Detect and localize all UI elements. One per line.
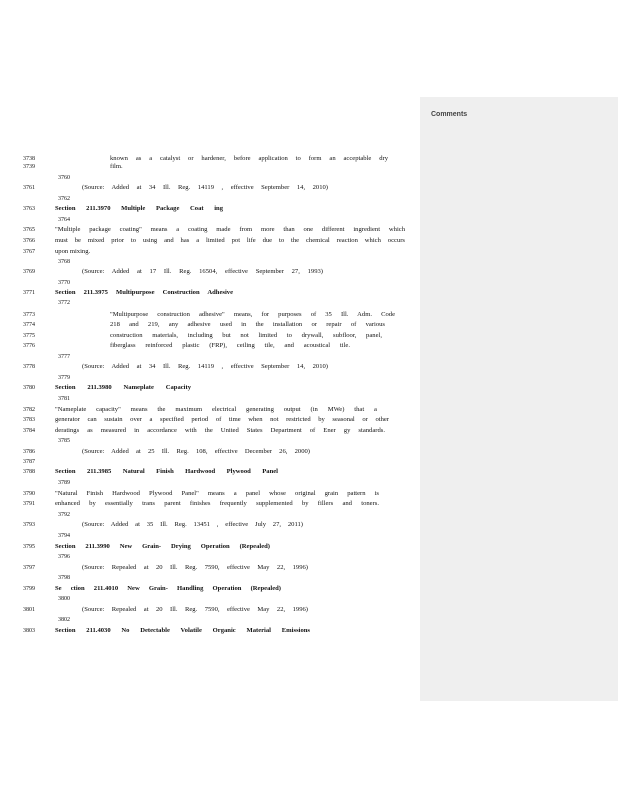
line-number: 3782 xyxy=(23,407,35,413)
body-text-line: (Source: Added at 35 Ill. Reg. 13451 , effective July 27, 2011) xyxy=(82,521,303,528)
line-number: 3738 xyxy=(23,156,35,162)
section-heading: Section 211.3985 Natural Finish Hardwood Plywood Panel xyxy=(55,468,278,475)
line-number: 3769 xyxy=(23,269,35,275)
section-heading: Section 211.3970 Multiple Package Coat ing xyxy=(55,205,223,212)
body-text-line: (Source: Added at 25 Ill. Reg. 108, effective December 26, 2000) xyxy=(82,448,310,455)
line-number: 3766 xyxy=(23,238,35,244)
body-text-line: (Source: Added at 34 Ill. Reg. 14119 , effective September 14, 2010) xyxy=(82,184,328,191)
line-number: 3787 xyxy=(23,459,35,465)
line-number: 3799 xyxy=(23,586,35,592)
line-number: 3774 xyxy=(23,322,35,328)
line-number: 3803 xyxy=(23,628,35,634)
line-number: 3761 xyxy=(23,185,35,191)
body-text-line: (Source: Added at 17 Ill. Reg. 16504, effective September 27, 1993) xyxy=(82,268,323,275)
line-number: 3793 xyxy=(23,522,35,528)
line-number: 3760 xyxy=(58,175,70,181)
section-heading: Section 211.3975 Multipurpose Construction Adhesive xyxy=(55,289,233,296)
line-number: 3785 xyxy=(58,438,70,444)
line-number: 3792 xyxy=(58,512,70,518)
line-number: 3780 xyxy=(23,385,35,391)
line-number: 3765 xyxy=(23,227,35,233)
line-number: 3763 xyxy=(23,206,35,212)
line-number: 3797 xyxy=(23,565,35,571)
line-number: 3786 xyxy=(23,449,35,455)
line-number: 3789 xyxy=(58,480,70,486)
line-number: 3784 xyxy=(23,428,35,434)
body-text-line: known as a catalyst or hardener, before application to form an acceptable dry xyxy=(110,155,388,162)
section-heading: Section 211.3980 Nameplate Capacity xyxy=(55,384,191,391)
line-number: 3767 xyxy=(23,249,35,255)
body-text-line: deratings as measured in accordance with the United States Department of Ener gy standards. xyxy=(55,427,385,434)
line-number: 3791 xyxy=(23,501,35,507)
line-number: 3788 xyxy=(23,469,35,475)
line-number: 3768 xyxy=(58,259,70,265)
line-number: 3777 xyxy=(58,354,70,360)
body-text-line: fiberglass reinforced plastic (FRP), ceiling tile, and acoustical tile. xyxy=(110,342,350,349)
body-text-line: (Source: Repealed at 20 Ill. Reg. 7590, effective May 22, 1996) xyxy=(82,564,308,571)
line-number: 3794 xyxy=(58,533,70,539)
line-number: 3800 xyxy=(58,596,70,602)
body-text-line: enhanced by essentially trans parent finishes frequently supplemented by fillers and toners. xyxy=(55,500,379,507)
line-number: 3795 xyxy=(23,544,35,550)
body-text-line: "Natural Finish Hardwood Plywood Panel" means a panel whose original grain pattern is xyxy=(55,490,379,497)
section-heading: Se ction 211.4010 New Grain- Handling Operation (Repealed) xyxy=(55,585,281,592)
line-number: 3796 xyxy=(58,554,70,560)
body-text-line: must be mixed prior to using and has a limited pot life due to the chemical reaction which occurs xyxy=(55,237,405,244)
line-number: 3798 xyxy=(58,575,70,581)
line-number: 3779 xyxy=(58,375,70,381)
line-number: 3771 xyxy=(23,290,35,296)
line-number: 3775 xyxy=(23,333,35,339)
line-number: 3773 xyxy=(23,312,35,318)
comments-title: Comments xyxy=(431,111,468,118)
line-number: 3764 xyxy=(58,217,70,223)
body-text-line: "Nameplate capacity" means the maximum electrical generating output (in MWe) that a xyxy=(55,406,377,413)
line-number: 3770 xyxy=(58,280,70,286)
section-heading: Section 211.3990 New Grain- Drying Operation (Repealed) xyxy=(55,543,270,550)
line-number: 3801 xyxy=(23,607,35,613)
body-text-line: "Multipurpose construction adhesive" means, for purposes of 35 Ill. Adm. Code xyxy=(110,311,395,318)
line-number: 3781 xyxy=(58,396,70,402)
line-number: 3739 xyxy=(23,164,35,170)
line-number: 3778 xyxy=(23,364,35,370)
body-text-line: 218 and 219, any adhesive used in the installation or repair of various xyxy=(110,321,385,328)
line-number: 3762 xyxy=(58,196,70,202)
body-text-line: construction materials, including but not limited to drywall, subfloor, panel, xyxy=(110,332,382,339)
line-number: 3783 xyxy=(23,417,35,423)
line-number: 3790 xyxy=(23,491,35,497)
body-text-line: film. xyxy=(110,163,123,170)
body-text-line: "Multiple package coating" means a coating made from more than one different ingredient which xyxy=(55,226,405,233)
body-text-line: generator can sustain over a specified period of time when not restricted by seasonal or other xyxy=(55,416,389,423)
body-text-line: (Source: Repealed at 20 Ill. Reg. 7590, effective May 22, 1996) xyxy=(82,606,308,613)
comments-pane[interactable] xyxy=(420,97,618,701)
line-number: 3776 xyxy=(23,343,35,349)
body-text-line: (Source: Added at 34 Ill. Reg. 14119 , effective September 14, 2010) xyxy=(82,363,328,370)
section-heading: Section 211.4030 No Detectable Volatile Organic Material Emissions xyxy=(55,627,310,634)
body-text-line: upon mixing. xyxy=(55,248,91,255)
line-number: 3772 xyxy=(58,300,70,306)
line-number: 3802 xyxy=(58,617,70,623)
